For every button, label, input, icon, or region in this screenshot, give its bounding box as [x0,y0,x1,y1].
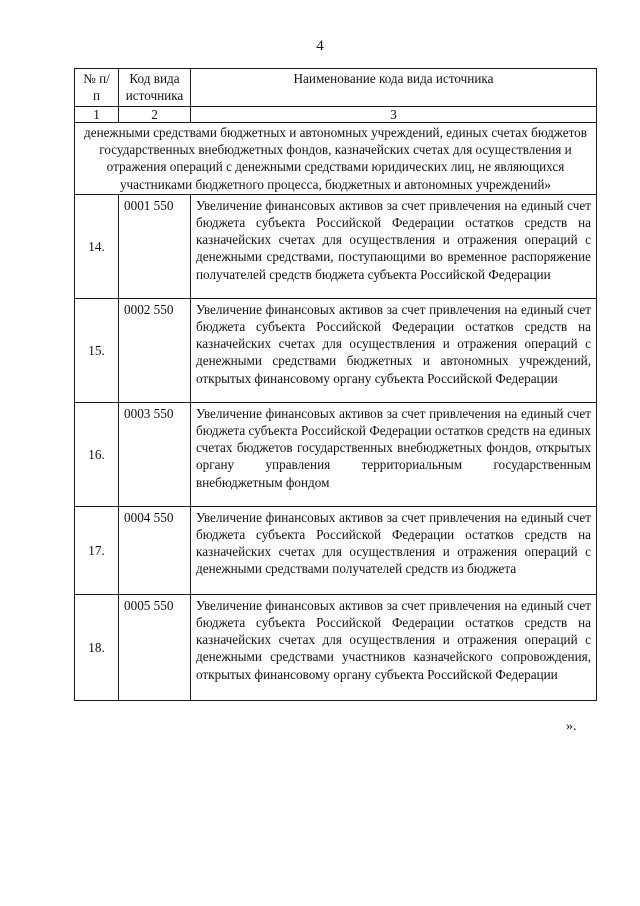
table-row [75,506,597,594]
column-number-3: 3 [191,107,597,123]
header-source-code: Код вида источника [119,69,191,107]
table-row [75,402,597,506]
column-number-1: 1 [75,107,119,123]
closing-quote-mark: ». [566,719,577,734]
row-name: Увеличение финансовых активов за счет привлечения на единый счет бюджета субъекта Российской Федерации остатков средств на единых счетах бюджетов государственных внебюджетных фондов, открытых органу управления территориальным государственным внебюджетным фондом [191,402,597,506]
row-number: 15. [75,298,119,402]
source-codes-table [74,68,597,701]
row-number: 16. [75,402,119,506]
column-numbers-row [75,107,597,123]
row-code: 0004 550 [119,506,191,594]
table-row [75,594,597,700]
page-number: 4 [316,38,324,54]
row-number: 18. [75,594,119,700]
table-row [75,194,597,298]
row-code: 0001 550 [119,194,191,298]
row-name: Увеличение финансовых активов за счет привлечения на единый счет бюджета субъекта Российской Федерации остатков средств на казначейских счетах для осуществления и отражения операций с денежными средствами, поступающими во временное распоряжение получателей средств бюджета субъекта Российской Федерации [191,194,597,298]
column-number-2: 2 [119,107,191,123]
continued-text: денежными средствами бюджетных и автономных учреждений, единых счетах бюджетов государственных внебюджетных фондов, казначейских счетах для осуществления и отражения операций с денежными средствами юридических лиц, не являющихся участниками бюджетного процесса, бюджетных и автономных учреждений» [75,123,597,195]
row-code: 0005 550 [119,594,191,700]
row-name: Увеличение финансовых активов за счет привлечения на единый счет бюджета субъекта Российской Федерации остатков средств на казначейских счетах для осуществления и отражения операций с денежными средствами получателей средств из бюджета [191,506,597,594]
row-code: 0003 550 [119,402,191,506]
row-code: 0002 550 [119,298,191,402]
row-number: 17. [75,506,119,594]
table-header-row [75,69,597,107]
continued-row [75,123,597,195]
header-row-number: № п/п [75,69,119,107]
table-row [75,298,597,402]
header-source-name: Наименование кода вида источника [191,69,597,107]
row-number: 14. [75,194,119,298]
row-name: Увеличение финансовых активов за счет привлечения на единый счет бюджета субъекта Российской Федерации остатков средств на казначейских счетах для осуществления и отражения операций с денежными средствами бюджетных и автономных учреждений, открытых финансовому органу субъекта Российской Федерации [191,298,597,402]
row-name: Увеличение финансовых активов за счет привлечения на единый счет бюджета субъекта Российской Федерации остатков средств на казначейских счетах для осуществления и отражения операций с денежными средствами участников казначейского сопровождения, открытых финансовому органу субъекта Российской Федерации [191,594,597,700]
